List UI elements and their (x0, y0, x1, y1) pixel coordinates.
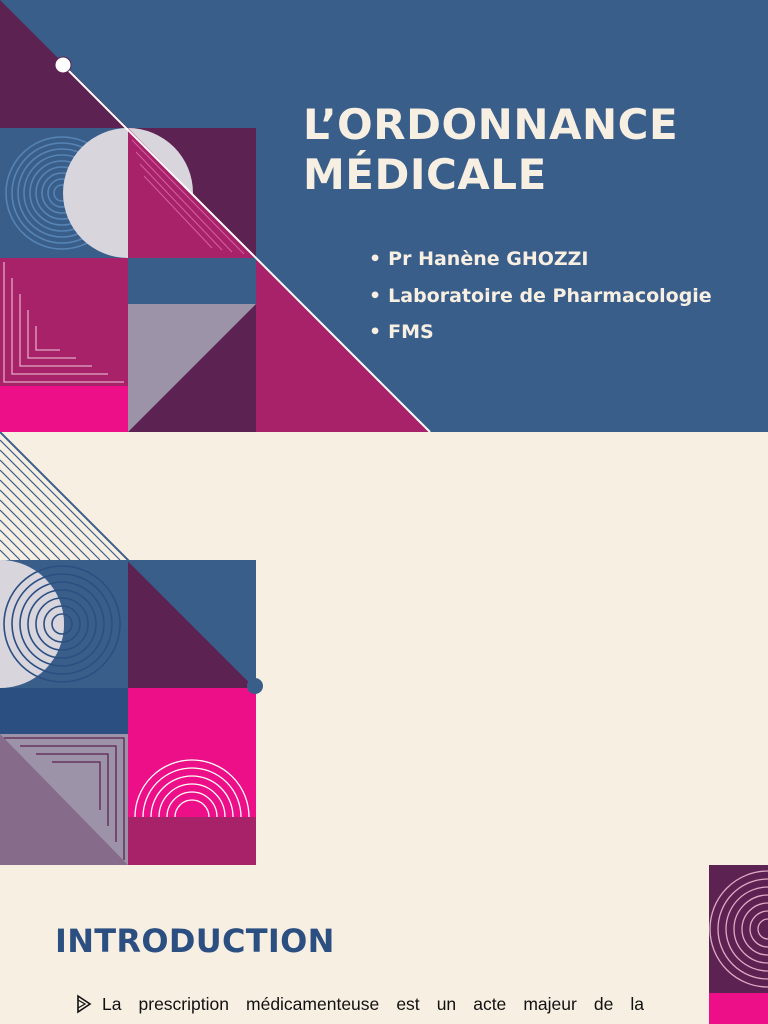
bullet-item: • FMS (369, 318, 712, 355)
introduction-paragraph (74, 992, 644, 1016)
slide-objectives (0, 432, 768, 865)
title-line-1: L’ORDONNANCE (303, 100, 679, 149)
author-bullet-list (369, 245, 712, 355)
paragraph-text: La prescription médicamenteuse est un acte majeur de la (102, 994, 644, 1014)
slide-title-heading (303, 100, 678, 200)
bullet-item: • Laboratoire de Pharmacologie (369, 282, 712, 319)
geometric-pattern-decoration (0, 0, 768, 432)
slide-introduction (0, 865, 768, 1024)
geometric-pattern-decoration (0, 432, 768, 865)
introduction-heading: INTRODUCTION (55, 922, 335, 960)
title-line-2: MÉDICALE (303, 150, 547, 199)
slide-title (0, 0, 768, 432)
bullet-item: • Pr Hanène GHOZZI (369, 245, 712, 282)
